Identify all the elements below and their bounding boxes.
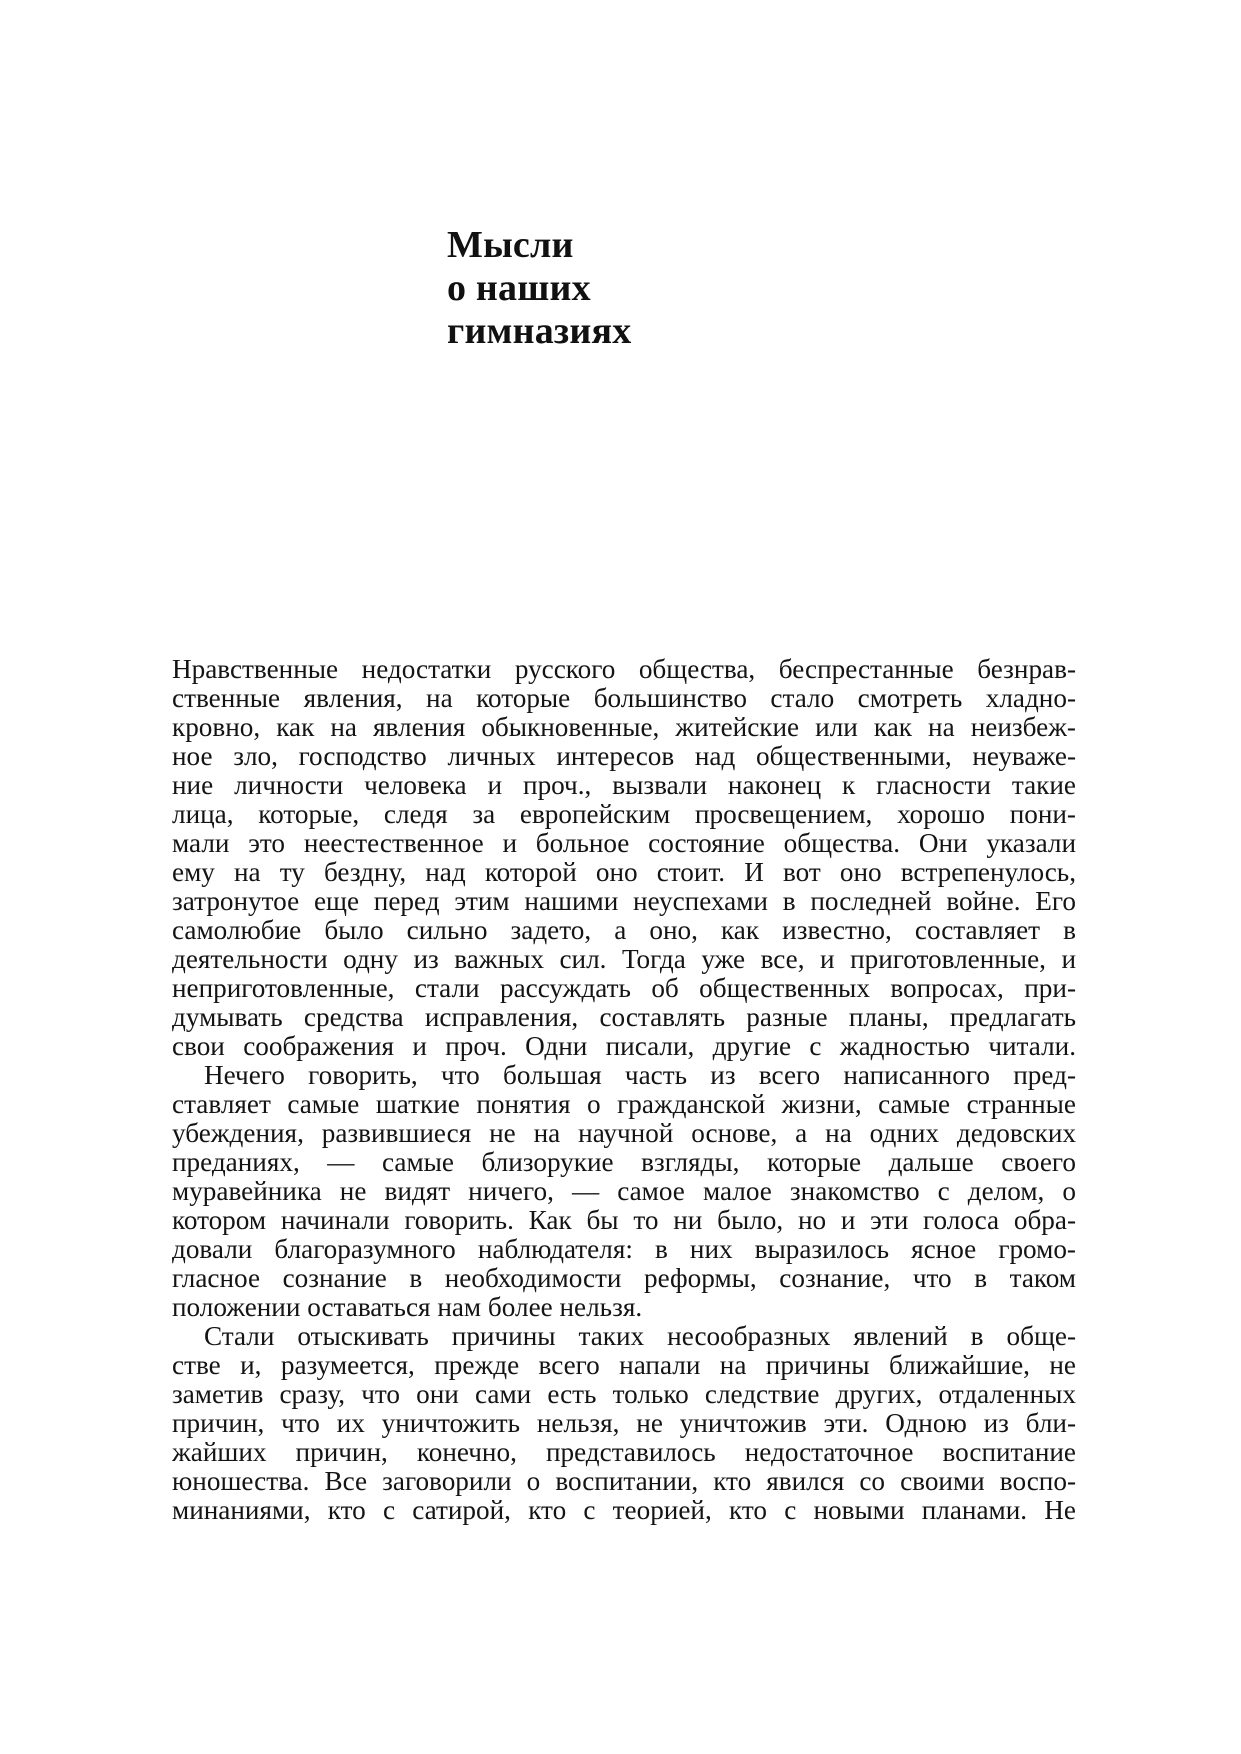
text-line: преданиях, — самые близорукие взгляды, которые дальше своего xyxy=(172,1148,1076,1177)
text-line: ние личности человека и проч., вызвали наконец к гласности такие xyxy=(172,771,1076,800)
paragraph xyxy=(172,1061,1076,1322)
text-line: довали благоразумного наблюдателя: в них выразилось ясное громо- xyxy=(172,1235,1076,1264)
text-line: ставляет самые шаткие понятия о гражданской жизни, самые странные xyxy=(172,1090,1076,1119)
text-line: ственные явления, на которые большинство стало смотреть хладно- xyxy=(172,684,1076,713)
text-line: Нечего говорить, что большая часть из всего написанного пред- xyxy=(204,1061,1076,1090)
text-line: свои соображения и проч. Одни писали, другие с жадностью читали. xyxy=(172,1032,1076,1061)
text-line: неприготовленные, стали рассуждать об общественных вопросах, при- xyxy=(172,974,1076,1003)
text-line: юношества. Все заговорили о воспитании, кто явился со своими воспо- xyxy=(172,1467,1076,1496)
text-line: заметив сразу, что они сами есть только следствие других, отдаленных xyxy=(172,1380,1076,1409)
text-line: ему на ту бездну, над которой оно стоит. И вот оно встрепенулось, xyxy=(172,858,1076,887)
text-line: лица, которые, следя за европейским просвещением, хорошо пони- xyxy=(172,800,1076,829)
title-line: о наших xyxy=(447,267,591,309)
text-line: самолюбие было сильно задето, а оно, как известно, составляет в xyxy=(172,916,1076,945)
chapter-title xyxy=(447,224,847,353)
text-line: мали это неестественное и больное состояние общества. Они указали xyxy=(172,829,1076,858)
text-line: деятельности одну из важных сил. Тогда уже все, и приготовленные, и xyxy=(172,945,1076,974)
text-line: муравейника не видят ничего, — самое малое знакомство с делом, о xyxy=(172,1177,1076,1206)
paragraph xyxy=(172,655,1076,1061)
title-line: Мысли xyxy=(447,224,574,266)
text-line: жайших причин, конечно, представилось недостаточное воспитание xyxy=(172,1438,1076,1467)
body-text xyxy=(172,655,1076,1525)
text-line: кровно, как на явления обыкновенные, житейские или как на неизбеж- xyxy=(172,713,1076,742)
text-line: ное зло, господство личных интересов над общественными, неуваже- xyxy=(172,742,1076,771)
text-line: затронутое еще перед этим нашими неуспехами в последней войне. Его xyxy=(172,887,1076,916)
text-line: Нравственные недостатки русского общества, беспрестанные безнрав- xyxy=(172,655,1076,684)
text-line: стве и, разумеется, прежде всего напали на причины ближайшие, не xyxy=(172,1351,1076,1380)
paragraph xyxy=(172,1322,1076,1525)
text-line: убеждения, развившиеся не на научной основе, а на одних дедовских xyxy=(172,1119,1076,1148)
text-line: думывать средства исправления, составлять разные планы, предлагать xyxy=(172,1003,1076,1032)
text-line: Стали отыскивать причины таких несообразных явлений в обще- xyxy=(204,1322,1076,1351)
text-line: причин, что их уничтожить нельзя, не уничтожив эти. Одною из бли- xyxy=(172,1409,1076,1438)
text-line: котором начинали говорить. Как бы то ни было, но и эти голоса обра- xyxy=(172,1206,1076,1235)
text-line: положении оставаться нам более нельзя. xyxy=(172,1293,643,1322)
text-line: гласное сознание в необходимости реформы, сознание, что в таком xyxy=(172,1264,1076,1293)
text-line: минаниями, кто с сатирой, кто с теорией, кто с новыми планами. Не xyxy=(172,1496,1076,1525)
title-line: гимназиях xyxy=(447,310,632,352)
